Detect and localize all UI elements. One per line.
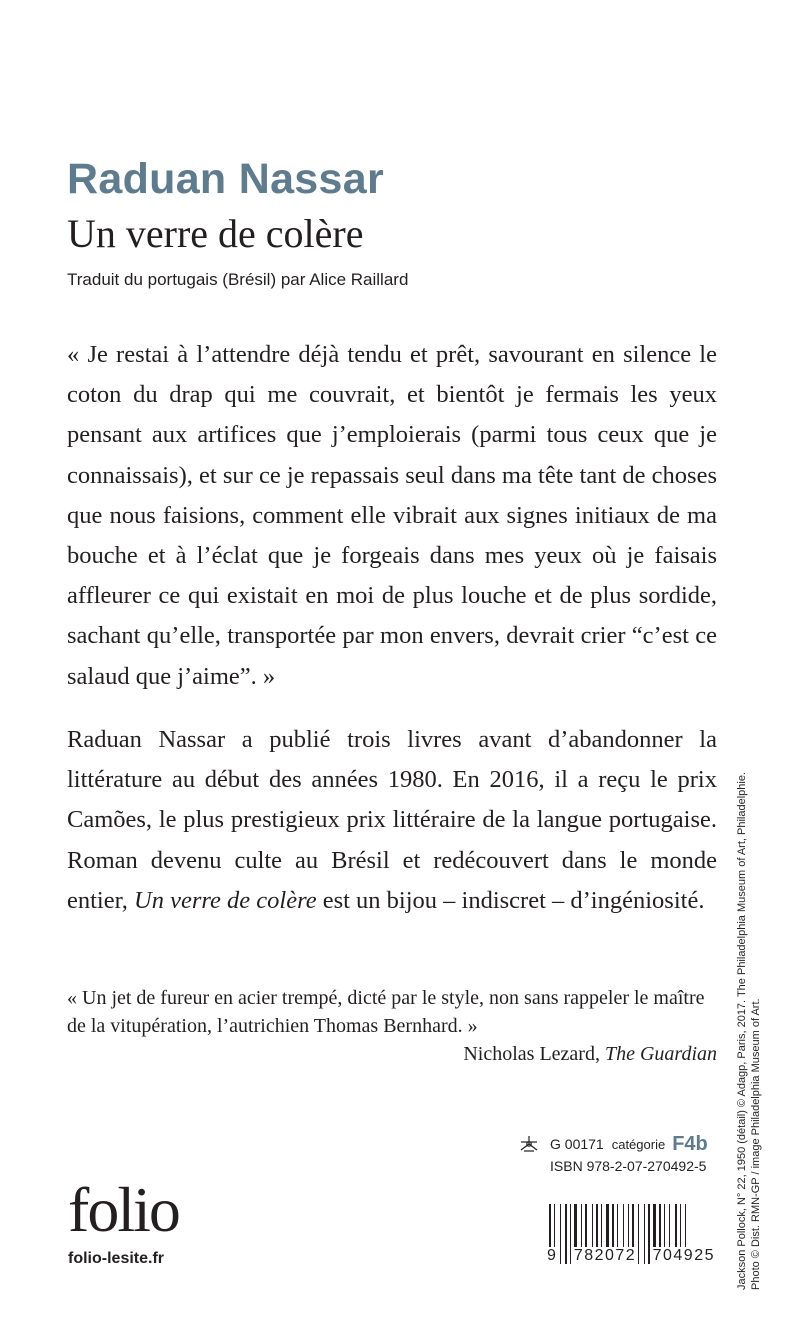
book-title: Un verre de colère	[67, 211, 364, 256]
translator-credit: Traduit du portugais (Brésil) par Alice Raillard	[67, 270, 409, 289]
book-excerpt: « Je restai à l’attendre déjà tendu et prêt, savourant en silence le coton du drap qui me couvrait, et bientôt je fermais les yeux pensant aux artifices que j’emploierais (parmi tous ceux que je connaissais), et sur ce je repassais seul dans ma tête tant de choses que nous faisions, comment elle vibrait aux signes initiaux de ma bouche et à l’éclat que je forgeais dans mes yeux où je faisais affleurer ce qui existait en moi de plus louche et de plus sordide, sachant qu’elle, transportée par mon envers, devrait crier “c’est ce salaud que j’aime”. »	[67, 341, 717, 690]
bio-book-title: Un verre de colère	[134, 886, 317, 914]
isbn: ISBN 978-2-07-270492-5	[550, 1158, 707, 1174]
press-review	[67, 984, 717, 1068]
credit-line-1: Jackson Pollock, N° 22, 1950 (détail) © Adagp, Paris, 2017. The Philadelphia Museum of Art, Philadelphie.	[736, 772, 748, 1290]
barcode-digits-right: 704925	[652, 1247, 715, 1264]
folio-emblem-icon	[518, 1135, 540, 1153]
author-bio	[67, 720, 717, 921]
bio-text-start: Raduan Nassar a publié trois livres avant d’abandonner la littérature au début des années 1980. En 2016, il a reçu le prix Camões, le plus prestigieux prix littéraire de la langue portugaise. Roman devenu culte au Brésil et redécouvert dans le monde entier,	[67, 726, 717, 914]
author-name: Raduan Nassar	[67, 155, 384, 203]
category-label: catégorie	[611, 1136, 666, 1152]
product-codes	[518, 1133, 718, 1177]
review-source: The Guardian	[604, 1043, 717, 1065]
publisher-website: folio-lesite.fr	[68, 1250, 165, 1267]
barcode-digits	[546, 1247, 716, 1265]
review-attribution	[67, 1040, 717, 1068]
bio-text-end: est un bijou – indiscret – d’ingéniosité.	[316, 886, 705, 914]
barcode-digits-left: 782072	[573, 1247, 637, 1264]
review-quote: « Un jet de fureur en acier trempé, dicté par le style, non sans rappeler le maître de la vitupération, l’autrichien Thomas Bernhard. »	[67, 987, 705, 1037]
credit-line-2: Photo © Dist. RMN-GP / image Philadelphia Museum of Art.	[749, 998, 762, 1290]
folio-logo: folio	[68, 1174, 179, 1245]
cover-image-credit	[736, 690, 763, 1290]
review-author: Nicholas Lezard,	[463, 1043, 605, 1065]
barcode-digit-lead: 9	[547, 1247, 558, 1264]
barcode	[546, 1204, 716, 1276]
category-code: F4b	[672, 1132, 708, 1155]
catalog-code: G 00171	[550, 1136, 604, 1152]
catalog-code-line	[518, 1133, 718, 1155]
